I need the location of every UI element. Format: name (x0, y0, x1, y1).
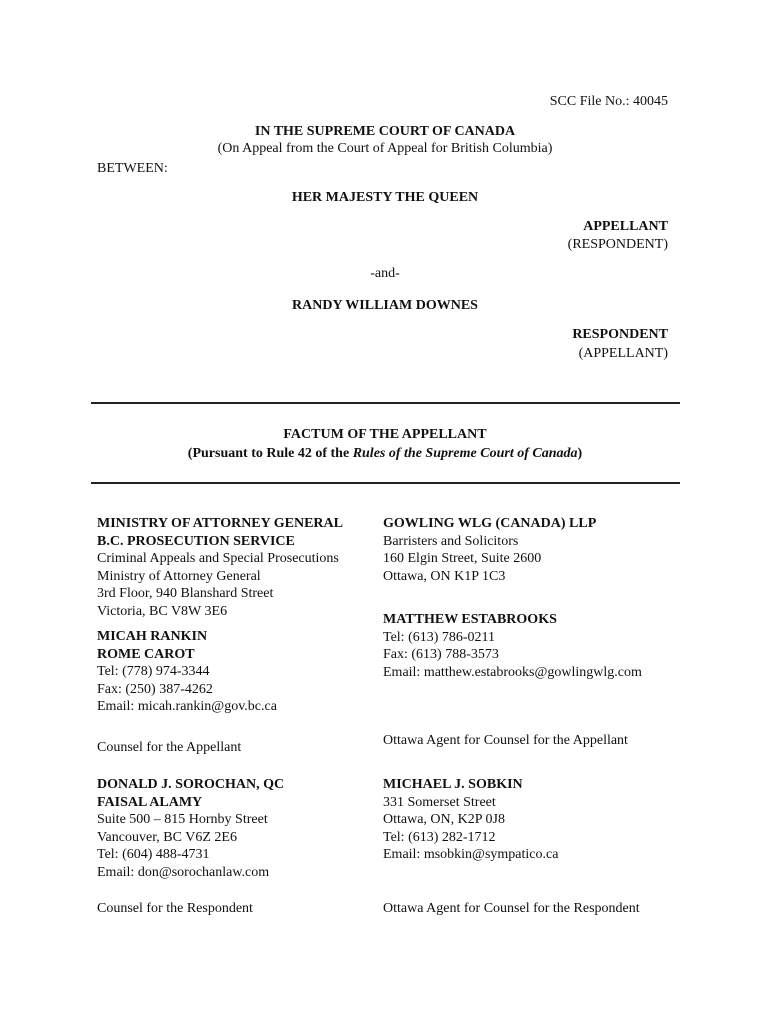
factum-title: FACTUM OF THE APPELLANT (283, 427, 487, 442)
telephone: Tel: (613) 282-1712 (383, 829, 496, 845)
appellant-agent-role: Ottawa Agent for Counsel for the Appellant (383, 733, 628, 748)
address-line: Criminal Appeals and Special Prosecutions (97, 551, 339, 566)
address-line: 160 Elgin Street, Suite 2600 (383, 551, 542, 566)
respondent-agent-role: Ottawa Agent for Counsel for the Respondent (383, 901, 640, 916)
org-name: MINISTRY OF ATTORNEY GENERAL (97, 516, 343, 531)
address-line: Barristers and Solicitors (383, 533, 519, 549)
file-number: SCC File No.: 40045 (549, 94, 668, 109)
email: Email: msobkin@sympatico.ca (383, 847, 559, 862)
appellant-counsel-role: Counsel for the Appellant (97, 740, 242, 755)
appeal-subtitle: (On Appeal from the Court of Appeal for British Columbia) (217, 141, 553, 156)
address-line: Victoria, BC V8W 3E6 (97, 603, 228, 619)
appellant-counsel-block (97, 515, 343, 716)
between-label: BETWEEN: (97, 161, 168, 176)
address-line: Ministry of Attorney General (97, 568, 261, 584)
respondent-role: RESPONDENT (572, 327, 668, 342)
fax: Fax: (250) 387-4262 (97, 681, 213, 697)
email: Email: matthew.estabrooks@gowlingwlg.com (383, 664, 642, 680)
respondent-agent-block (383, 776, 558, 864)
bottom-rule (91, 482, 680, 484)
address-line: Ottawa, ON, K2P 0J8 (383, 812, 505, 827)
appellant-subrole: (RESPONDENT) (567, 237, 668, 252)
agent-name: MICHAEL J. SOBKIN (383, 777, 523, 792)
agent-name: MATTHEW ESTABROOKS (383, 612, 557, 627)
telephone: Tel: (613) 786-0211 (383, 629, 496, 645)
court-title: IN THE SUPREME COURT OF CANADA (254, 124, 516, 139)
email: Email: micah.rankin@gov.bc.ca (97, 699, 277, 714)
counsel-name: MICAH RANKIN (97, 629, 208, 644)
org-name: B.C. PROSECUTION SERVICE (97, 533, 295, 549)
address-line: 331 Somerset Street (383, 794, 496, 810)
address-line: Vancouver, BC V6Z 2E6 (97, 829, 237, 845)
address-line: Ottawa, ON K1P 1C3 (383, 568, 506, 584)
fax: Fax: (613) 788-3573 (383, 647, 499, 662)
email: Email: don@sorochanlaw.com (97, 864, 270, 880)
appellant-agent-block (383, 515, 642, 681)
respondent-subrole: (APPELLANT) (578, 346, 668, 361)
org-name: GOWLING WLG (CANADA) LLP (383, 516, 597, 531)
respondent-name: RANDY WILLIAM DOWNES (292, 298, 478, 313)
top-rule (91, 402, 680, 404)
respondent-counsel-role: Counsel for the Respondent (97, 901, 253, 916)
address-line: Suite 500 – 815 Hornby Street (97, 812, 268, 827)
telephone: Tel: (778) 974-3344 (97, 664, 210, 679)
appellant-role: APPELLANT (583, 219, 668, 234)
respondent-counsel-block (97, 776, 284, 881)
address-line: 3rd Floor, 940 Blanshard Street (97, 586, 274, 601)
counsel-name: FAISAL ALAMY (97, 794, 203, 810)
counsel-name: ROME CAROT (97, 646, 195, 662)
and-separator: -and- (370, 266, 400, 281)
counsel-name: DONALD J. SOROCHAN, QC (97, 777, 285, 792)
factum-subtitle: (Pursuant to Rule 42 of the Rules of the Supreme Court of Canada) (187, 446, 583, 461)
telephone: Tel: (604) 488-4731 (97, 847, 210, 862)
appellant-name: HER MAJESTY THE QUEEN (291, 190, 479, 205)
